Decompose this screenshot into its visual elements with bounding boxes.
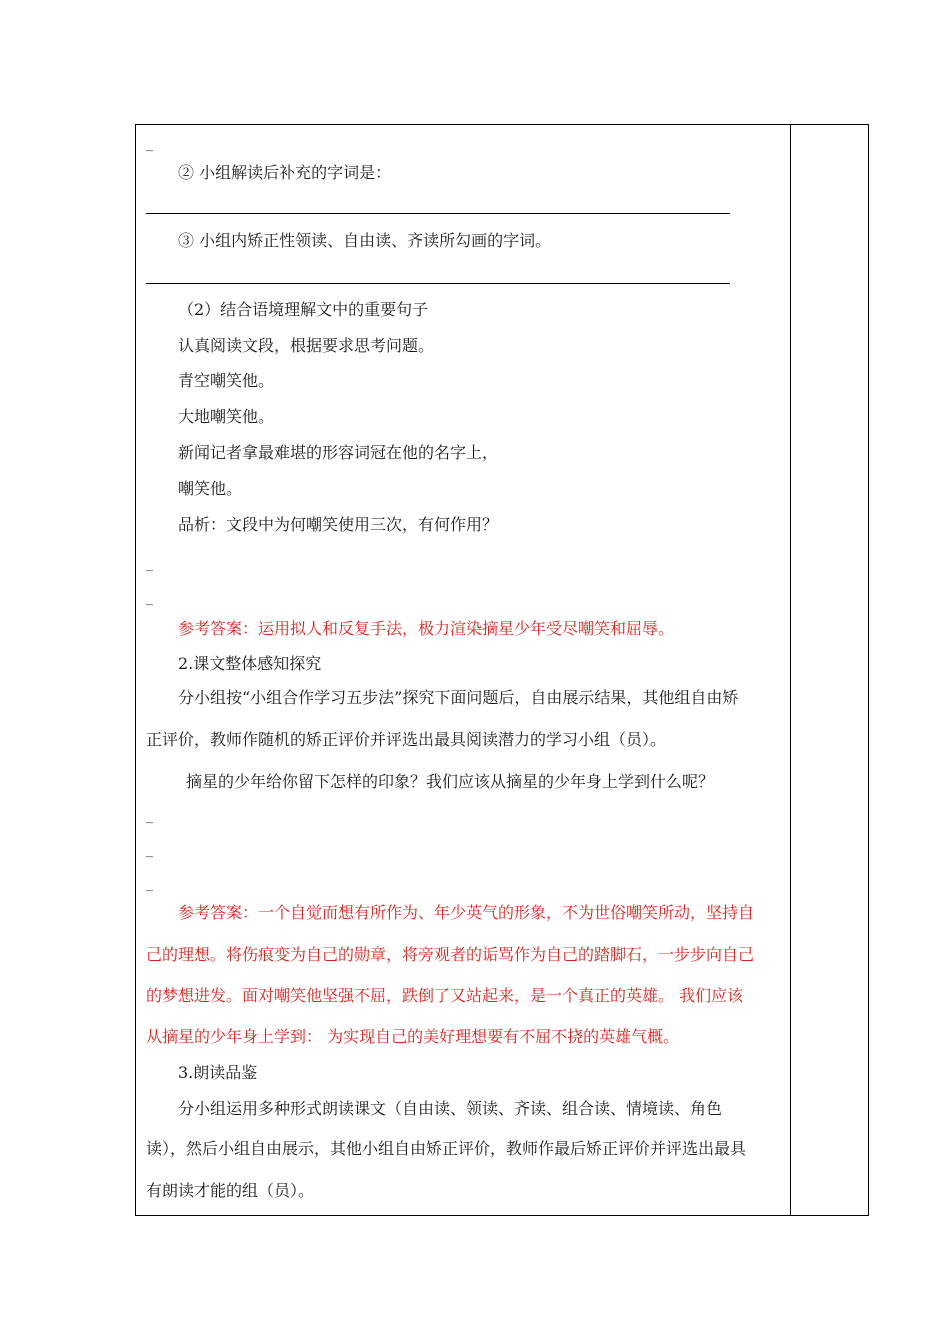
answer-2-line: 参考答案：一个自觉而想有所作为、年少英气的形象，不为世俗嘲笑所动，坚持自 [178,903,755,922]
blank-mark: _ [146,876,153,892]
part-2-title: 2.课文整体感知探究 [178,654,322,673]
lesson-table [135,124,869,1216]
item-2-text: ② 小组解读后补充的字词是： [178,163,392,182]
part-2-desc-line: 分小组按“小组合作学习五步法”探究下面问题后，自由展示结果，其他组自由矫 [178,688,739,707]
blank-mark: _ [146,136,153,152]
part-3-desc-line: 读），然后小组自由展示，其他小组自由矫正评价，教师作最后矫正评价并评选出最具 [146,1139,747,1158]
poem-line: 新闻记者拿最难堪的形容词冠在他的名字上， [178,443,499,462]
poem-line: 嘲笑他。 [178,479,243,498]
part-3-desc-line: 分小组运用多种形式朗读课文（自由读、领读、齐读、组合读、情境读、角色 [178,1099,723,1118]
poem-line: 青空嘲笑他。 [178,371,275,390]
blank-mark: _ [146,590,153,606]
question-1: 品析：文段中为何嘲笑使用三次，有何作用？ [178,515,499,534]
answer-line [146,283,730,284]
part-3-title: 3.朗读品鉴 [178,1063,258,1082]
item-3-text: ③ 小组内矫正性领读、自由读、齐读所勾画的字词。 [178,231,552,250]
answer-2-line: 己的理想。将伤痕变为自己的勋章，将旁观者的诟骂作为自己的踏脚石，一步步向自己 [146,945,755,964]
poem-line: 大地嘲笑他。 [178,407,275,426]
section-2-title: （2）结合语境理解文中的重要句子 [178,300,429,319]
question-2: 摘星的少年给你留下怎样的印象？我们应该从摘星的少年身上学到什么呢？ [186,772,715,791]
part-3-desc-line: 有朗读才能的组（员）。 [146,1181,315,1200]
answer-2-line: 的梦想进发。面对嘲笑他坚强不屈，跌倒了又站起来，是一个真正的英雄。 我们应该 [146,986,744,1005]
blank-mark: _ [146,556,153,572]
blank-mark: _ [146,808,153,824]
answer-1: 参考答案：运用拟人和反复手法，极力渲染摘星少年受尽嘲笑和屈辱。 [178,619,675,638]
part-2-desc-line: 正评价，教师作随机的矫正评价并评选出最具阅读潜力的学习小组（员）。 [146,730,667,749]
answer-2-line: 从摘星的少年身上学到： 为实现自己的美好理想要有不屈不挠的英雄气概。 [146,1027,680,1046]
blank-mark: _ [146,842,153,858]
notes-column-cell [791,125,869,1215]
instruction-text: 认真阅读文段，根据要求思考问题。 [178,336,435,355]
answer-line [146,213,730,214]
